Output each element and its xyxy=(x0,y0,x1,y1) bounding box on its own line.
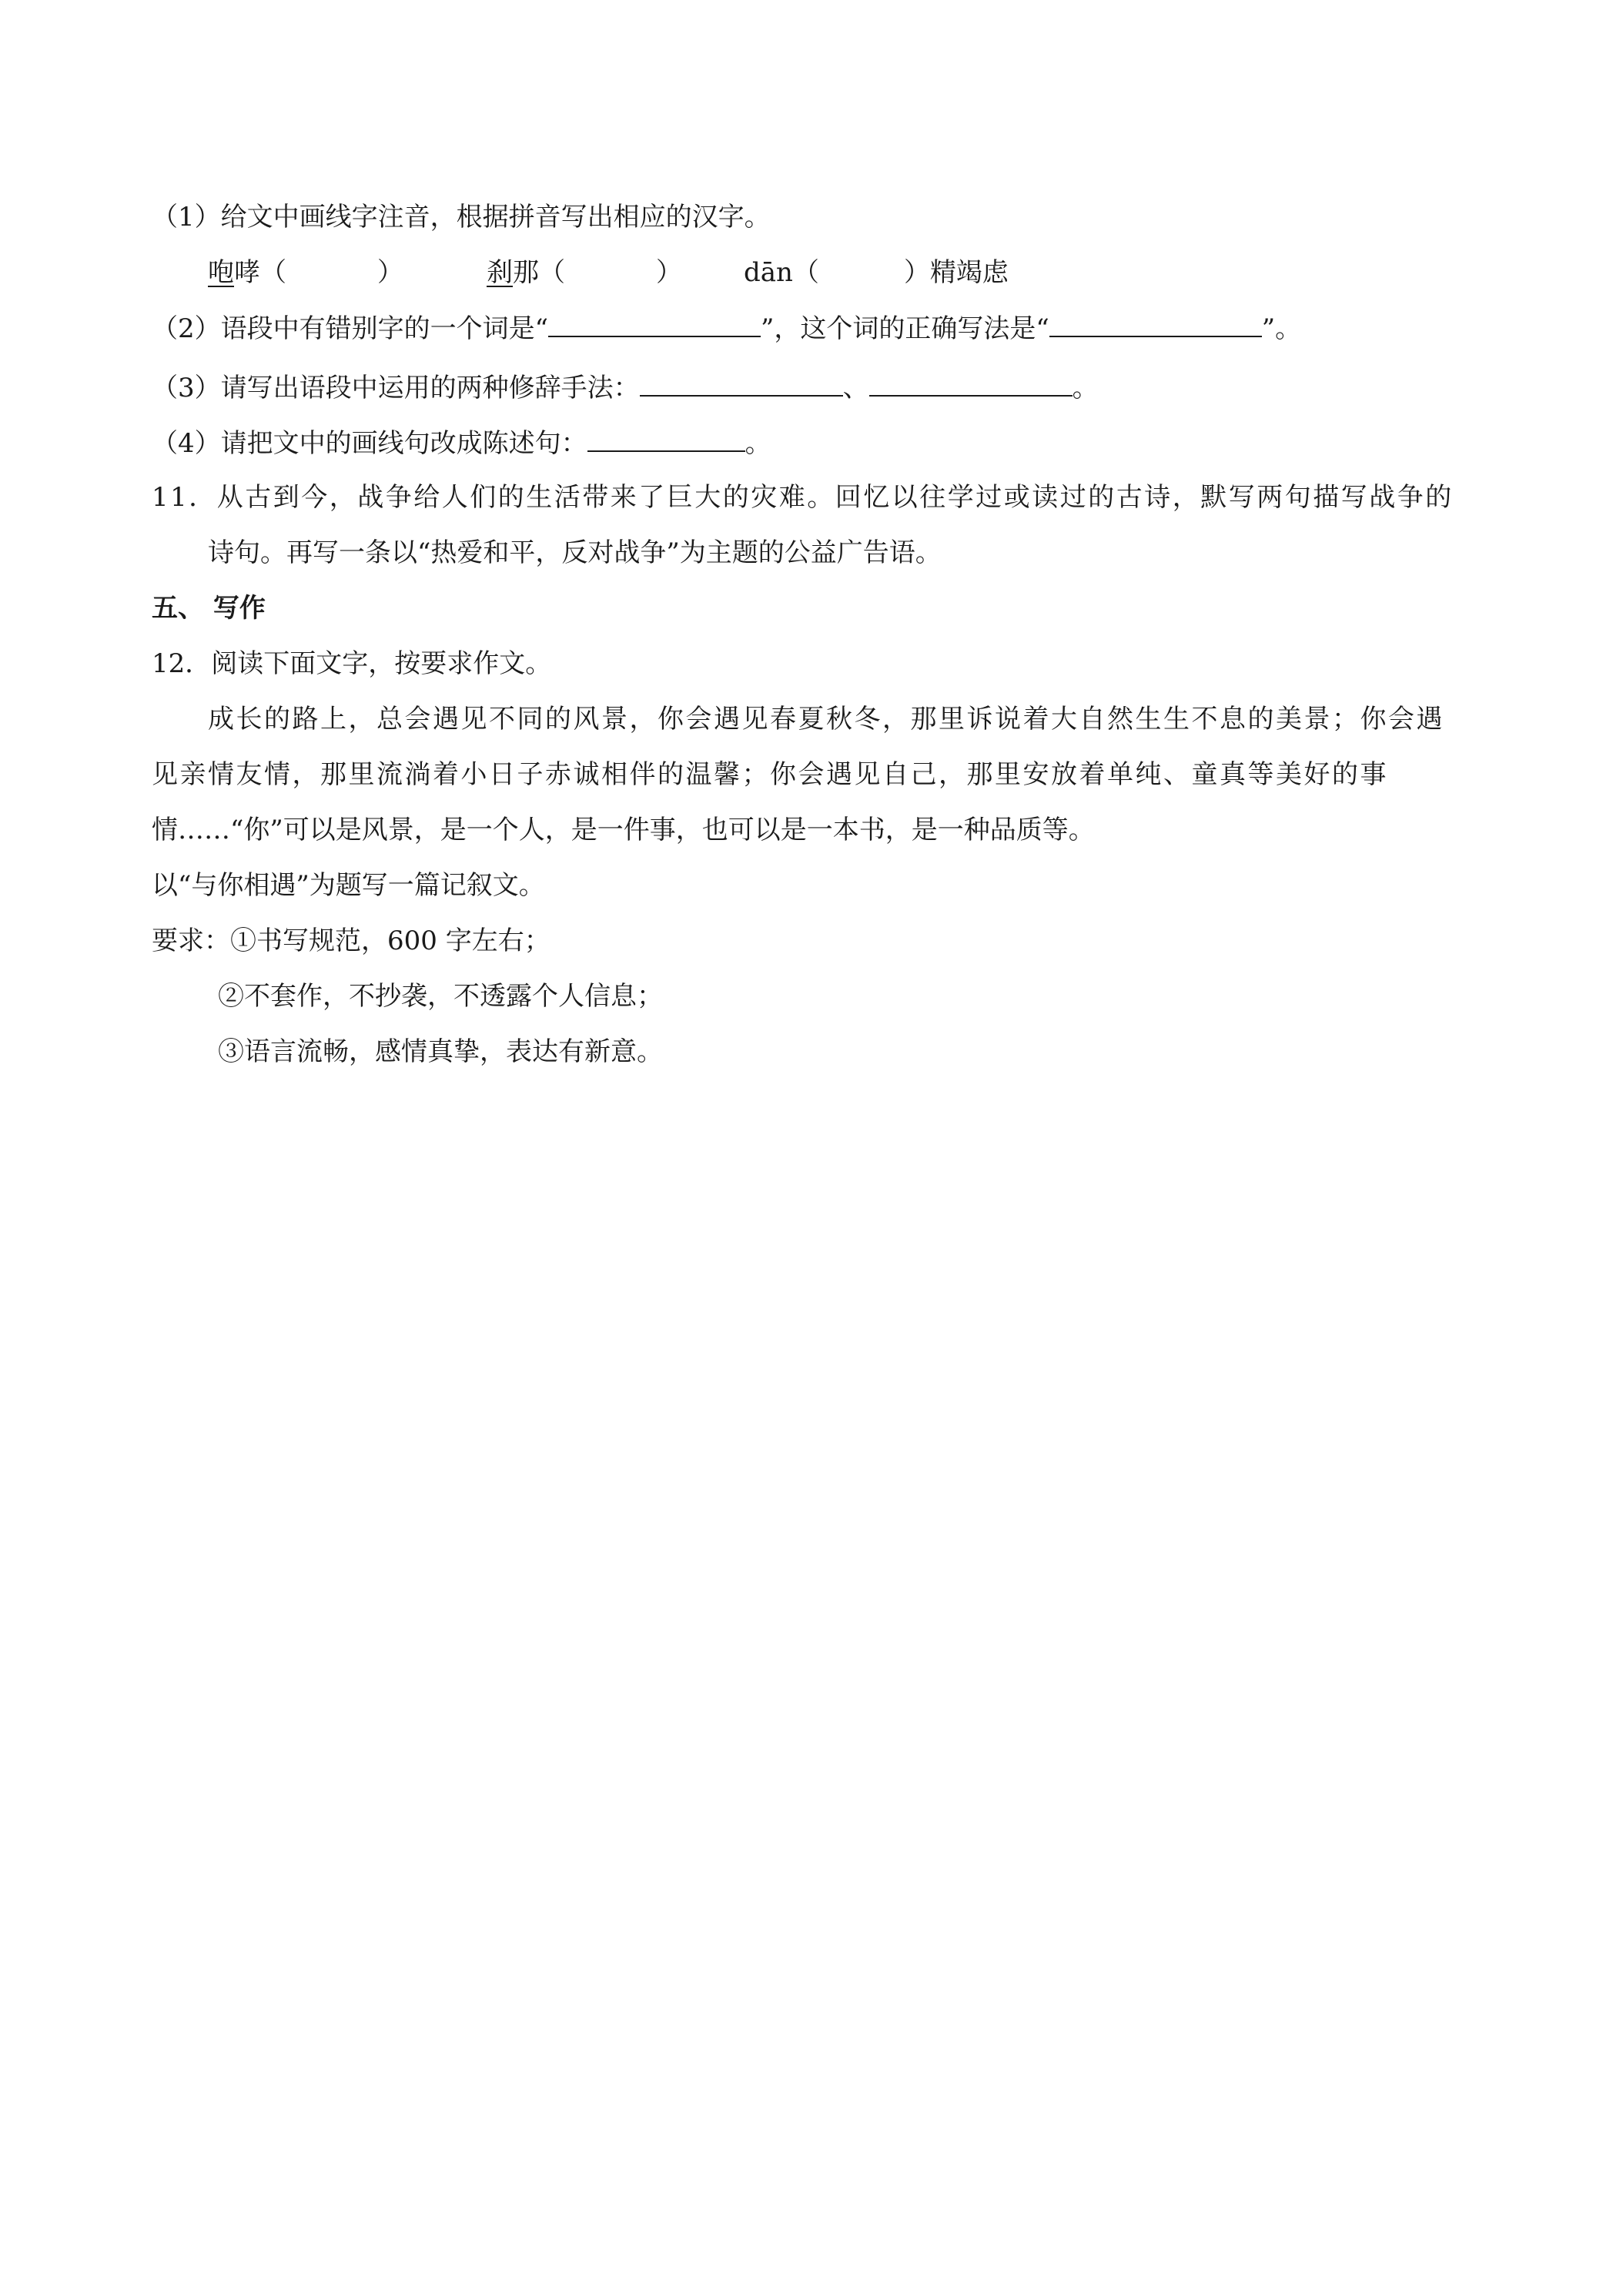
q10-sub3-end: 。 xyxy=(1072,373,1099,403)
q12-para-line1: 成长的路上，总会遇见不同的风景，你会遇见春夏秋冬，那里诉说着大自然生生不息的美景；你会遇 xyxy=(208,704,1444,735)
q10-sub1-item1-rest: 哮（ xyxy=(234,257,286,288)
q10-sub2-part3: ”。 xyxy=(1261,313,1302,344)
q10-sub4 xyxy=(152,425,771,462)
q10-sub4-part1: （4）请把文中的画线句改成陈述句： xyxy=(152,428,587,459)
q12-req3: ③语言流畅，感情真挚，表达有新意。 xyxy=(218,1036,663,1067)
q10-sub3-blank-2[interactable] xyxy=(869,372,1073,397)
q10-sub1-item2-close: ） xyxy=(656,257,682,288)
section5-title: 五、 写作 xyxy=(152,593,266,624)
q11-line1: 11．从古到今，战争给人们的生活带来了巨大的灾难。回忆以往学过或读过的古诗，默写两句描写战争的 xyxy=(152,482,1454,513)
q10-sub3-part1: （3）请写出语段中运用的两种修辞手法： xyxy=(152,373,640,403)
q10-sub2 xyxy=(152,310,1301,347)
q12-req1: 要求：①书写规范，600 字左右； xyxy=(152,925,550,956)
q12-para-line3: 情……“你”可以是风景，是一个人，是一件事，也可以是一本书，是一种品质等。 xyxy=(152,815,1095,845)
q12-req2: ②不套作，不抄袭，不透露个人信息； xyxy=(218,981,663,1012)
q10-sub1-label: （1）给文中画线字注音，根据拼音写出相应的汉字。 xyxy=(152,202,771,233)
q10-sub2-blank-wrong[interactable] xyxy=(548,313,761,337)
q10-sub1-item1-close: ） xyxy=(377,257,403,288)
q10-sub1-items xyxy=(208,254,1009,291)
q10-sub1-item2-rest: 那（ xyxy=(513,257,565,288)
q10-sub4-end: 。 xyxy=(745,428,771,459)
q12-topic: 以“与你相遇”为题写一篇记叙文。 xyxy=(152,870,545,901)
q10-sub2-blank-correct[interactable] xyxy=(1049,313,1262,337)
q10-sub2-part1: （2）语段中有错别字的一个词是“ xyxy=(152,313,549,344)
q12-para-line2: 见亲情友情，那里流淌着小日子赤诚相伴的温馨；你会遇见自己，那里安放着单纯、童真等美好的事 xyxy=(152,759,1388,790)
q10-sub1-item1-underlined: 咆 xyxy=(208,257,234,288)
q10-sub1-item2-underlined: 刹 xyxy=(487,257,513,288)
q10-sub2-part2: ”，这个词的正确写法是“ xyxy=(761,313,1049,344)
q10-sub3 xyxy=(152,370,1099,407)
q12-intro: 12．阅读下面文字，按要求作文。 xyxy=(152,648,552,679)
q10-sub1-item3-close: ）精竭虑 xyxy=(903,257,1009,288)
q10-sub3-blank-1[interactable] xyxy=(640,372,843,397)
q10-sub4-blank[interactable] xyxy=(587,427,745,452)
q11-line2: 诗句。再写一条以“热爱和平，反对战争”为主题的公益广告语。 xyxy=(208,537,942,568)
q10-sub3-sep: 、 xyxy=(842,373,869,403)
q10-sub1-item3-pinyin: dān（ xyxy=(744,257,819,288)
